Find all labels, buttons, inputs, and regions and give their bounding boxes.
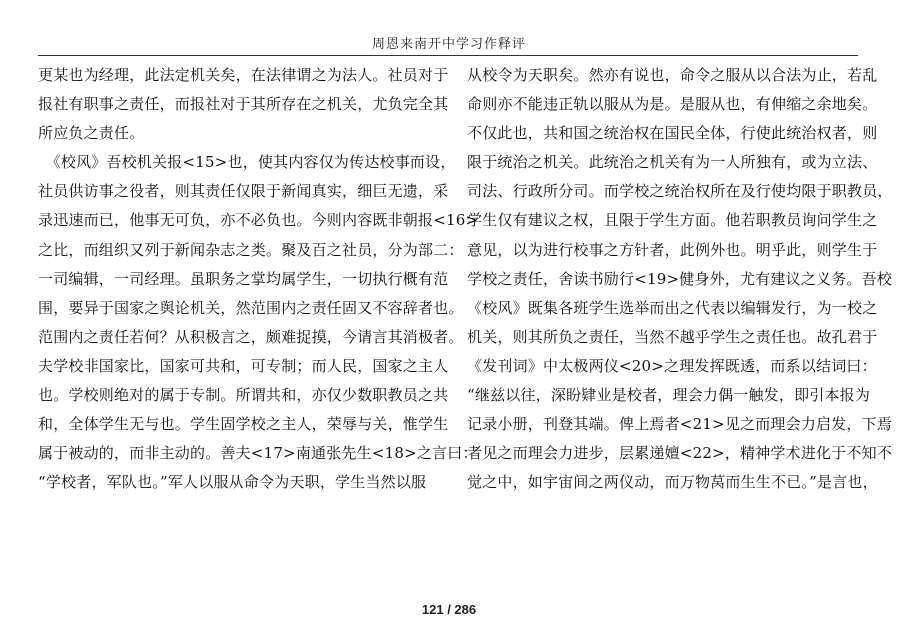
text-line: 机关，则其所负之责任，当然不越乎学生之责任也。故孔君于 (467, 327, 878, 346)
text-line: 限于统治之机关。此统治之机关有为一人所独有，或为立法、 (467, 153, 878, 172)
text-line: 也。学校则绝对的属于专制。所谓共和，亦仅少数职教员之共 (38, 386, 449, 405)
text-line: 《发刊词》中太极两仪<20>之理发挥既透，而系以结词曰： (467, 356, 877, 375)
text-line: 从校令为天职矣。然亦有说也，命令之服从以合法为止，若乱 (467, 66, 878, 84)
text-line: 录迅速而已，他事无可负，亦不必负也。今则内容既非朝报<16> (38, 211, 479, 230)
text-line: 范围内之责任若何？从积极言之，颇难捉摸，今请言其消极者。 (38, 327, 464, 346)
text-line: 之比，而组织又列于新闻杂志之类。聚及百之社员，分为部二： (38, 240, 464, 259)
header-divider (38, 55, 858, 56)
text-line: 夫学校非国家比，国家可共和，可专制；而人民，国家之主人 (38, 356, 449, 375)
text-line: 司法、行政所分司。而学校之统治权所在及行使均限于职教员， (467, 182, 893, 201)
text-line: 更某也为经理，此法定机关矣，在法律谓之为法人。社员对于 (38, 66, 449, 84)
text-line: 《校风》吾校机关报<15>也，使其内容仅为传达校事而设， (38, 153, 456, 172)
right-text-column (467, 61, 893, 497)
page-number: 121 / 286 (421, 602, 477, 617)
text-line: 意见，以为进行校事之方针者，此例外也。明乎此，则学生于 (467, 240, 878, 259)
text-line: 学校之责任，舍读书励行<19>健身外，尤有建议之义务。吾校 (467, 269, 893, 288)
left-text-column (38, 61, 479, 497)
text-line: 报社有职事之责任，而报社对于其所存在之机关，尤负完全其 (38, 95, 449, 114)
text-line: 所应负之责任。 (38, 124, 145, 143)
text-line: 不仅此也，共和国之统治权在国民全体，行使此统治权者，则 (467, 124, 878, 143)
text-line: 社员供访事之役者，则其责任仅限于新闻真实，细巨无遗，采 (38, 182, 449, 201)
running-header: 周恩来南开中学习作释评 (371, 37, 526, 52)
text-line: 围，要异于国家之舆论机关，然范围内之责任固又不容辞者也。 (38, 298, 464, 317)
text-line: “学校者，军队也。”军人以服从命令为天职，学生当然以服 (38, 473, 427, 492)
text-line: 者见之而理会力进步，层累递嬗<22>，精神学术进化于不知不 (467, 444, 893, 463)
text-line: 命则亦不能违正轨以服从为是。是服从也，有伸缩之余地矣。 (467, 95, 878, 114)
text-line: 一司编辑，一司经理。虽职务之掌均属学生，一切执行概有范 (38, 269, 449, 288)
text-line: 属于被动的，而非主动的。善夫<17>南通张先生<18>之言曰： (38, 444, 478, 463)
text-line: 学生仅有建议之权，且限于学生方面。他若职教员询问学生之 (467, 211, 878, 230)
text-line: 记录小册，刊登其端。俾上焉者<21>见之而理会力启发，下焉 (467, 415, 893, 434)
text-line: 和，全体学生无与也。学生固学校之主人，荣辱与关，惟学生 (38, 415, 449, 434)
text-line: 《校风》既集各班学生选举而出之代表以编辑发行，为一校之 (467, 298, 878, 317)
text-line: 觉之中，如宇宙间之两仪动，而万物莴而生生不已。”是言也， (467, 473, 878, 492)
text-line: “继兹以往，深盼肄业是校者，理会力偶一触发，即引本报为 (467, 386, 871, 405)
